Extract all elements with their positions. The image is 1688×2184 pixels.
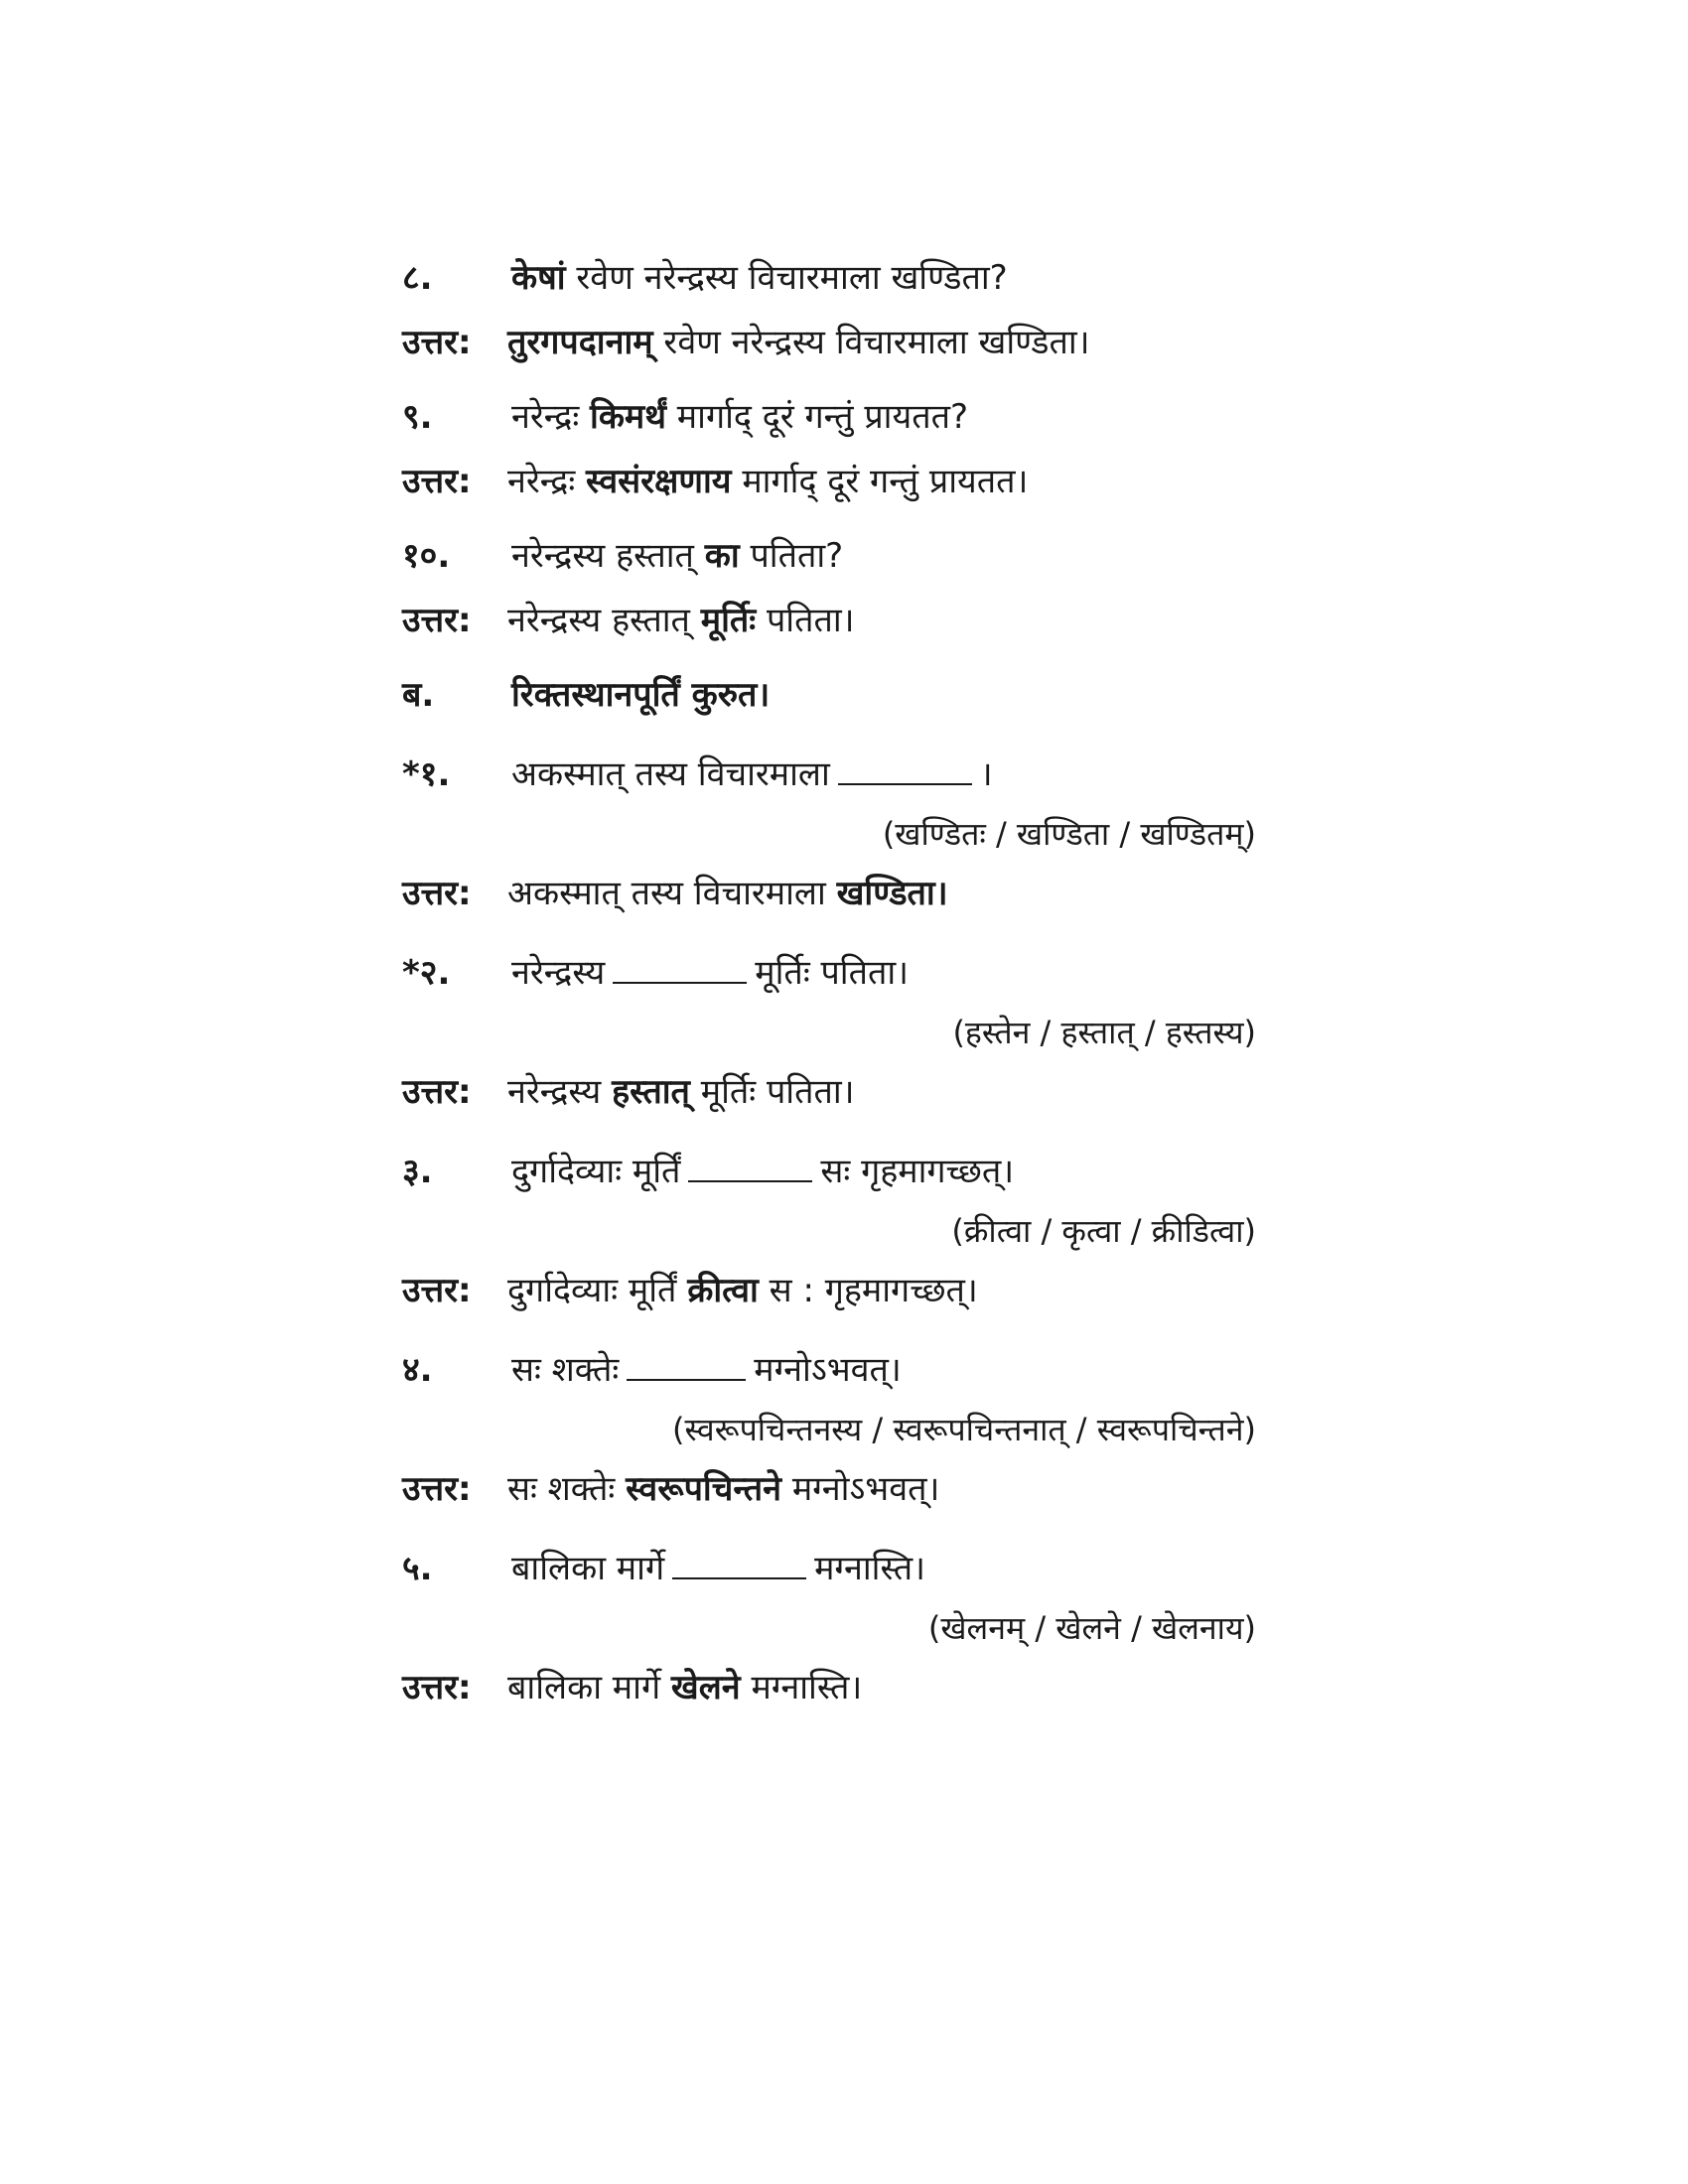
- section-b-heading: [402, 670, 1256, 720]
- question-text: दुर्गादेव्याः मूर्तिं सः गृहमागच्छत्।: [511, 1147, 1014, 1196]
- blank-line: [613, 948, 747, 984]
- blank-line: [627, 1345, 746, 1381]
- blank-line: [672, 1544, 806, 1579]
- question-number: १०.: [402, 536, 451, 576]
- answer-text: दुर्गादेव्याः मूर्तिं क्रीत्वा स : गृहमागच्छत्।: [507, 1271, 978, 1310]
- fill-blank-5: [402, 1544, 1256, 1593]
- answer-text: बालिका मार्गे खेलने मग्नास्ति।: [507, 1668, 863, 1707]
- question-number: ८.: [402, 258, 433, 298]
- question-text: नरेन्द्रस्य मूर्तिः पतिता।: [511, 948, 909, 998]
- question-number: ३.: [402, 1152, 433, 1191]
- answer-label: उत्तर:: [402, 874, 472, 913]
- question-text: बालिका मार्गे मग्नास्ति।: [511, 1544, 925, 1593]
- answer-10: [402, 596, 1256, 645]
- answer-options: (खण्डितः / खण्डिता / खण्डितम्): [882, 815, 1256, 853]
- question-number: ४.: [402, 1350, 433, 1390]
- answer-label: उत्तर:: [402, 1271, 472, 1310]
- answer-f3: [402, 1266, 1256, 1315]
- answer-label: उत्तर:: [402, 1469, 472, 1509]
- question-text: अकस्मात् तस्य विचारमाला ।: [511, 750, 993, 799]
- answer-options: (स्वरूपचिन्तनस्य / स्वरूपचिन्तनात् / स्वरूपचिन्तने): [672, 1411, 1256, 1448]
- question-9: [402, 392, 1256, 442]
- options-4: [402, 1405, 1256, 1454]
- answer-label: उत्तर:: [402, 1668, 472, 1707]
- answer-label: उत्तर:: [402, 601, 472, 640]
- answer-text: अकस्मात् तस्य विचारमाला खण्डिता।: [507, 874, 948, 913]
- question-8: [402, 253, 1256, 303]
- answer-f5: [402, 1663, 1256, 1712]
- blank-line: [688, 1147, 812, 1182]
- blank-line: [838, 750, 972, 785]
- section-title: रिक्तस्थानपूर्तिं कुरुत।: [511, 675, 771, 715]
- answer-label: उत्तर:: [402, 1072, 472, 1112]
- question-text: नरेन्द्रस्य हस्तात् का पतिता?: [511, 536, 844, 576]
- answer-text: सः शक्तेः स्वरूपचिन्तने मग्नोऽभवत्।: [507, 1469, 940, 1509]
- answer-options: (क्रीत्वा / कृत्वा / क्रीडित्वा): [951, 1212, 1256, 1250]
- question-10: [402, 531, 1256, 581]
- answer-8: [402, 318, 1256, 367]
- options-5: [402, 1603, 1256, 1653]
- answer-options: (खेलनम् / खेलने / खेलनाय): [927, 1609, 1256, 1647]
- answer-9: [402, 457, 1256, 506]
- answer-text: तुरगपदानाम् रवेण नरेन्द्रस्य विचारमाला खण्डिता।: [507, 323, 1090, 362]
- options-1: [402, 809, 1256, 859]
- options-3: [402, 1206, 1256, 1256]
- question-number: ५.: [402, 1549, 433, 1588]
- answer-text: नरेन्द्रः स्वसंरक्षणाय मार्गाद् दूरं गन्तुं प्रायतत।: [507, 462, 1029, 501]
- answer-label: उत्तर:: [402, 323, 472, 362]
- answer-text: नरेन्द्रस्य हस्तात् मूर्तिः पतिता।: [507, 1072, 855, 1112]
- options-2: [402, 1008, 1256, 1057]
- fill-blank-3: [402, 1147, 1256, 1196]
- fill-blank-1: [402, 750, 1256, 799]
- question-number: *२.: [402, 953, 451, 993]
- question-text: सः शक्तेः मग्नोऽभवत्।: [511, 1345, 902, 1395]
- answer-options: (हस्तेन / हस्तात् / हस्तस्य): [952, 1014, 1256, 1051]
- fill-blank-4: [402, 1345, 1256, 1395]
- question-number: *१.: [402, 754, 451, 794]
- question-text: केषां रवेण नरेन्द्रस्य विचारमाला खण्डिता?: [511, 258, 1008, 298]
- question-number: ९.: [402, 397, 433, 437]
- question-text: नरेन्द्रः किमर्थं मार्गाद् दूरं गन्तुं प्रायतत?: [511, 397, 969, 437]
- section-label: ब.: [402, 675, 435, 715]
- answer-f4: [402, 1464, 1256, 1514]
- answer-text: नरेन्द्रस्य हस्तात् मूर्तिः पतिता।: [507, 601, 855, 640]
- answer-label: उत्तर:: [402, 462, 472, 501]
- answer-f2: [402, 1067, 1256, 1117]
- fill-blank-2: [402, 948, 1256, 998]
- answer-f1: [402, 869, 1256, 918]
